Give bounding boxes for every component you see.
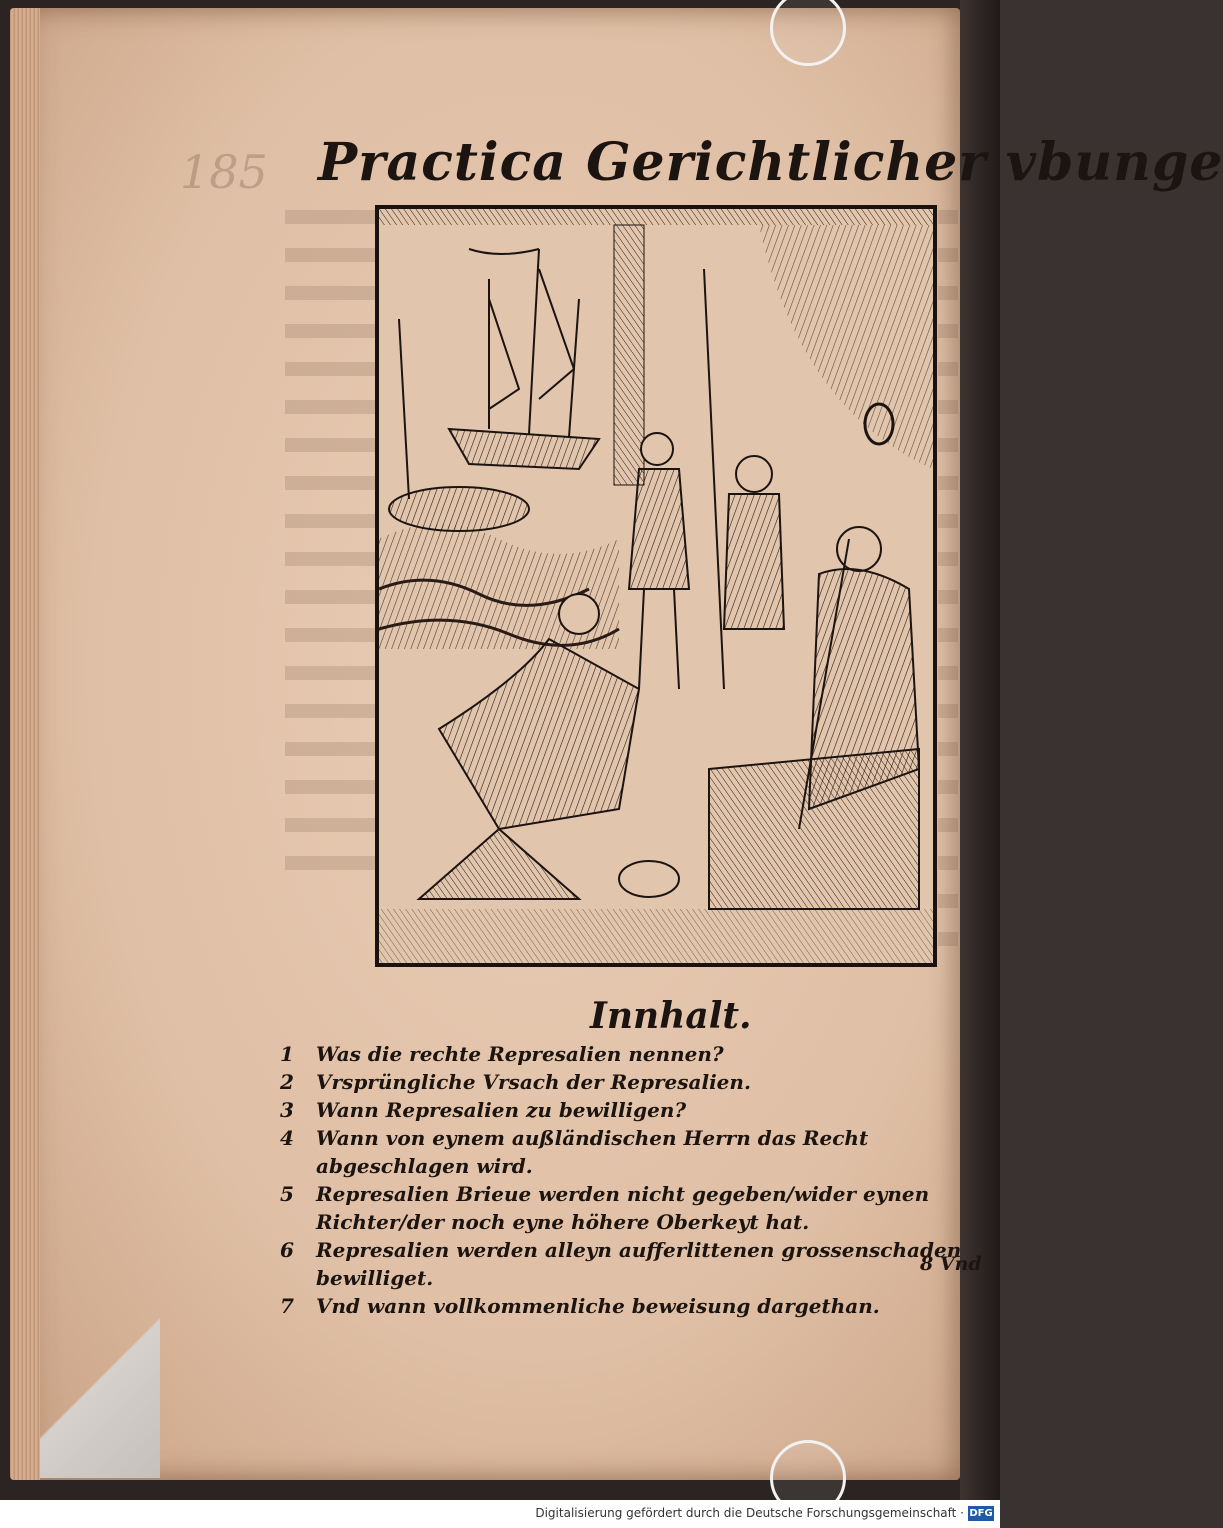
- item-text: Wann Represalien zu bewilligen?: [316, 1098, 687, 1122]
- page-title: Practica Gerichtlicher vbunge: [318, 132, 1223, 193]
- section-heading: Innhalt.: [590, 995, 752, 1037]
- list-item: [280, 1096, 970, 1124]
- item-number: 1: [280, 1042, 294, 1066]
- item-text: Vnd wann vollkommenliche beweisung dargethan.: [316, 1294, 880, 1318]
- item-number: 4: [280, 1126, 294, 1150]
- item-text: Represalien werden alleyn aufferlittenen grossenschaden bewilliget.: [316, 1238, 962, 1290]
- item-text: Wann von eynem außländischen Herrn das Recht abgeschlagen wird.: [316, 1126, 869, 1178]
- funding-credit: Digitalisierung gefördert durch die Deutsche Forschungsgemeinschaft ·: [535, 1506, 964, 1520]
- item-text: Represalien Brieue werden nicht gegeben/wider eynen Richter/der noch eyne höhere Oberkeyt hat.: [316, 1182, 930, 1234]
- list-item: [280, 1124, 970, 1180]
- list-item: [280, 1236, 970, 1292]
- list-item: [280, 1068, 970, 1096]
- contents-list: [280, 1040, 970, 1320]
- item-text: Vrsprüngliche Vrsach der Represalien.: [316, 1070, 751, 1094]
- ship: [449, 249, 599, 469]
- item-number: 2: [280, 1070, 294, 1094]
- list-item: [280, 1292, 970, 1320]
- item-number: 5: [280, 1182, 294, 1206]
- item-number: 7: [280, 1294, 294, 1318]
- catchword: 8 Vnd: [920, 1253, 982, 1275]
- woodcut-illustration: [375, 205, 937, 967]
- corner-fold: [40, 1288, 160, 1478]
- list-item: [280, 1040, 970, 1068]
- footer-bar: [0, 1500, 1000, 1528]
- bleed-through-texture: [285, 210, 375, 890]
- boat: [389, 319, 529, 531]
- woodcut-svg: [379, 209, 933, 963]
- page-number: 185: [180, 145, 268, 199]
- standing-guards: [629, 269, 784, 689]
- dfg-logo: DFG: [969, 1508, 993, 1519]
- list-item: [280, 1180, 970, 1236]
- item-text: Was die rechte Represalien nennen?: [316, 1042, 724, 1066]
- page-edge: [10, 8, 40, 1480]
- item-number: 3: [280, 1098, 294, 1122]
- item-number: 6: [280, 1238, 294, 1262]
- bleed-through-texture-right: [938, 210, 958, 970]
